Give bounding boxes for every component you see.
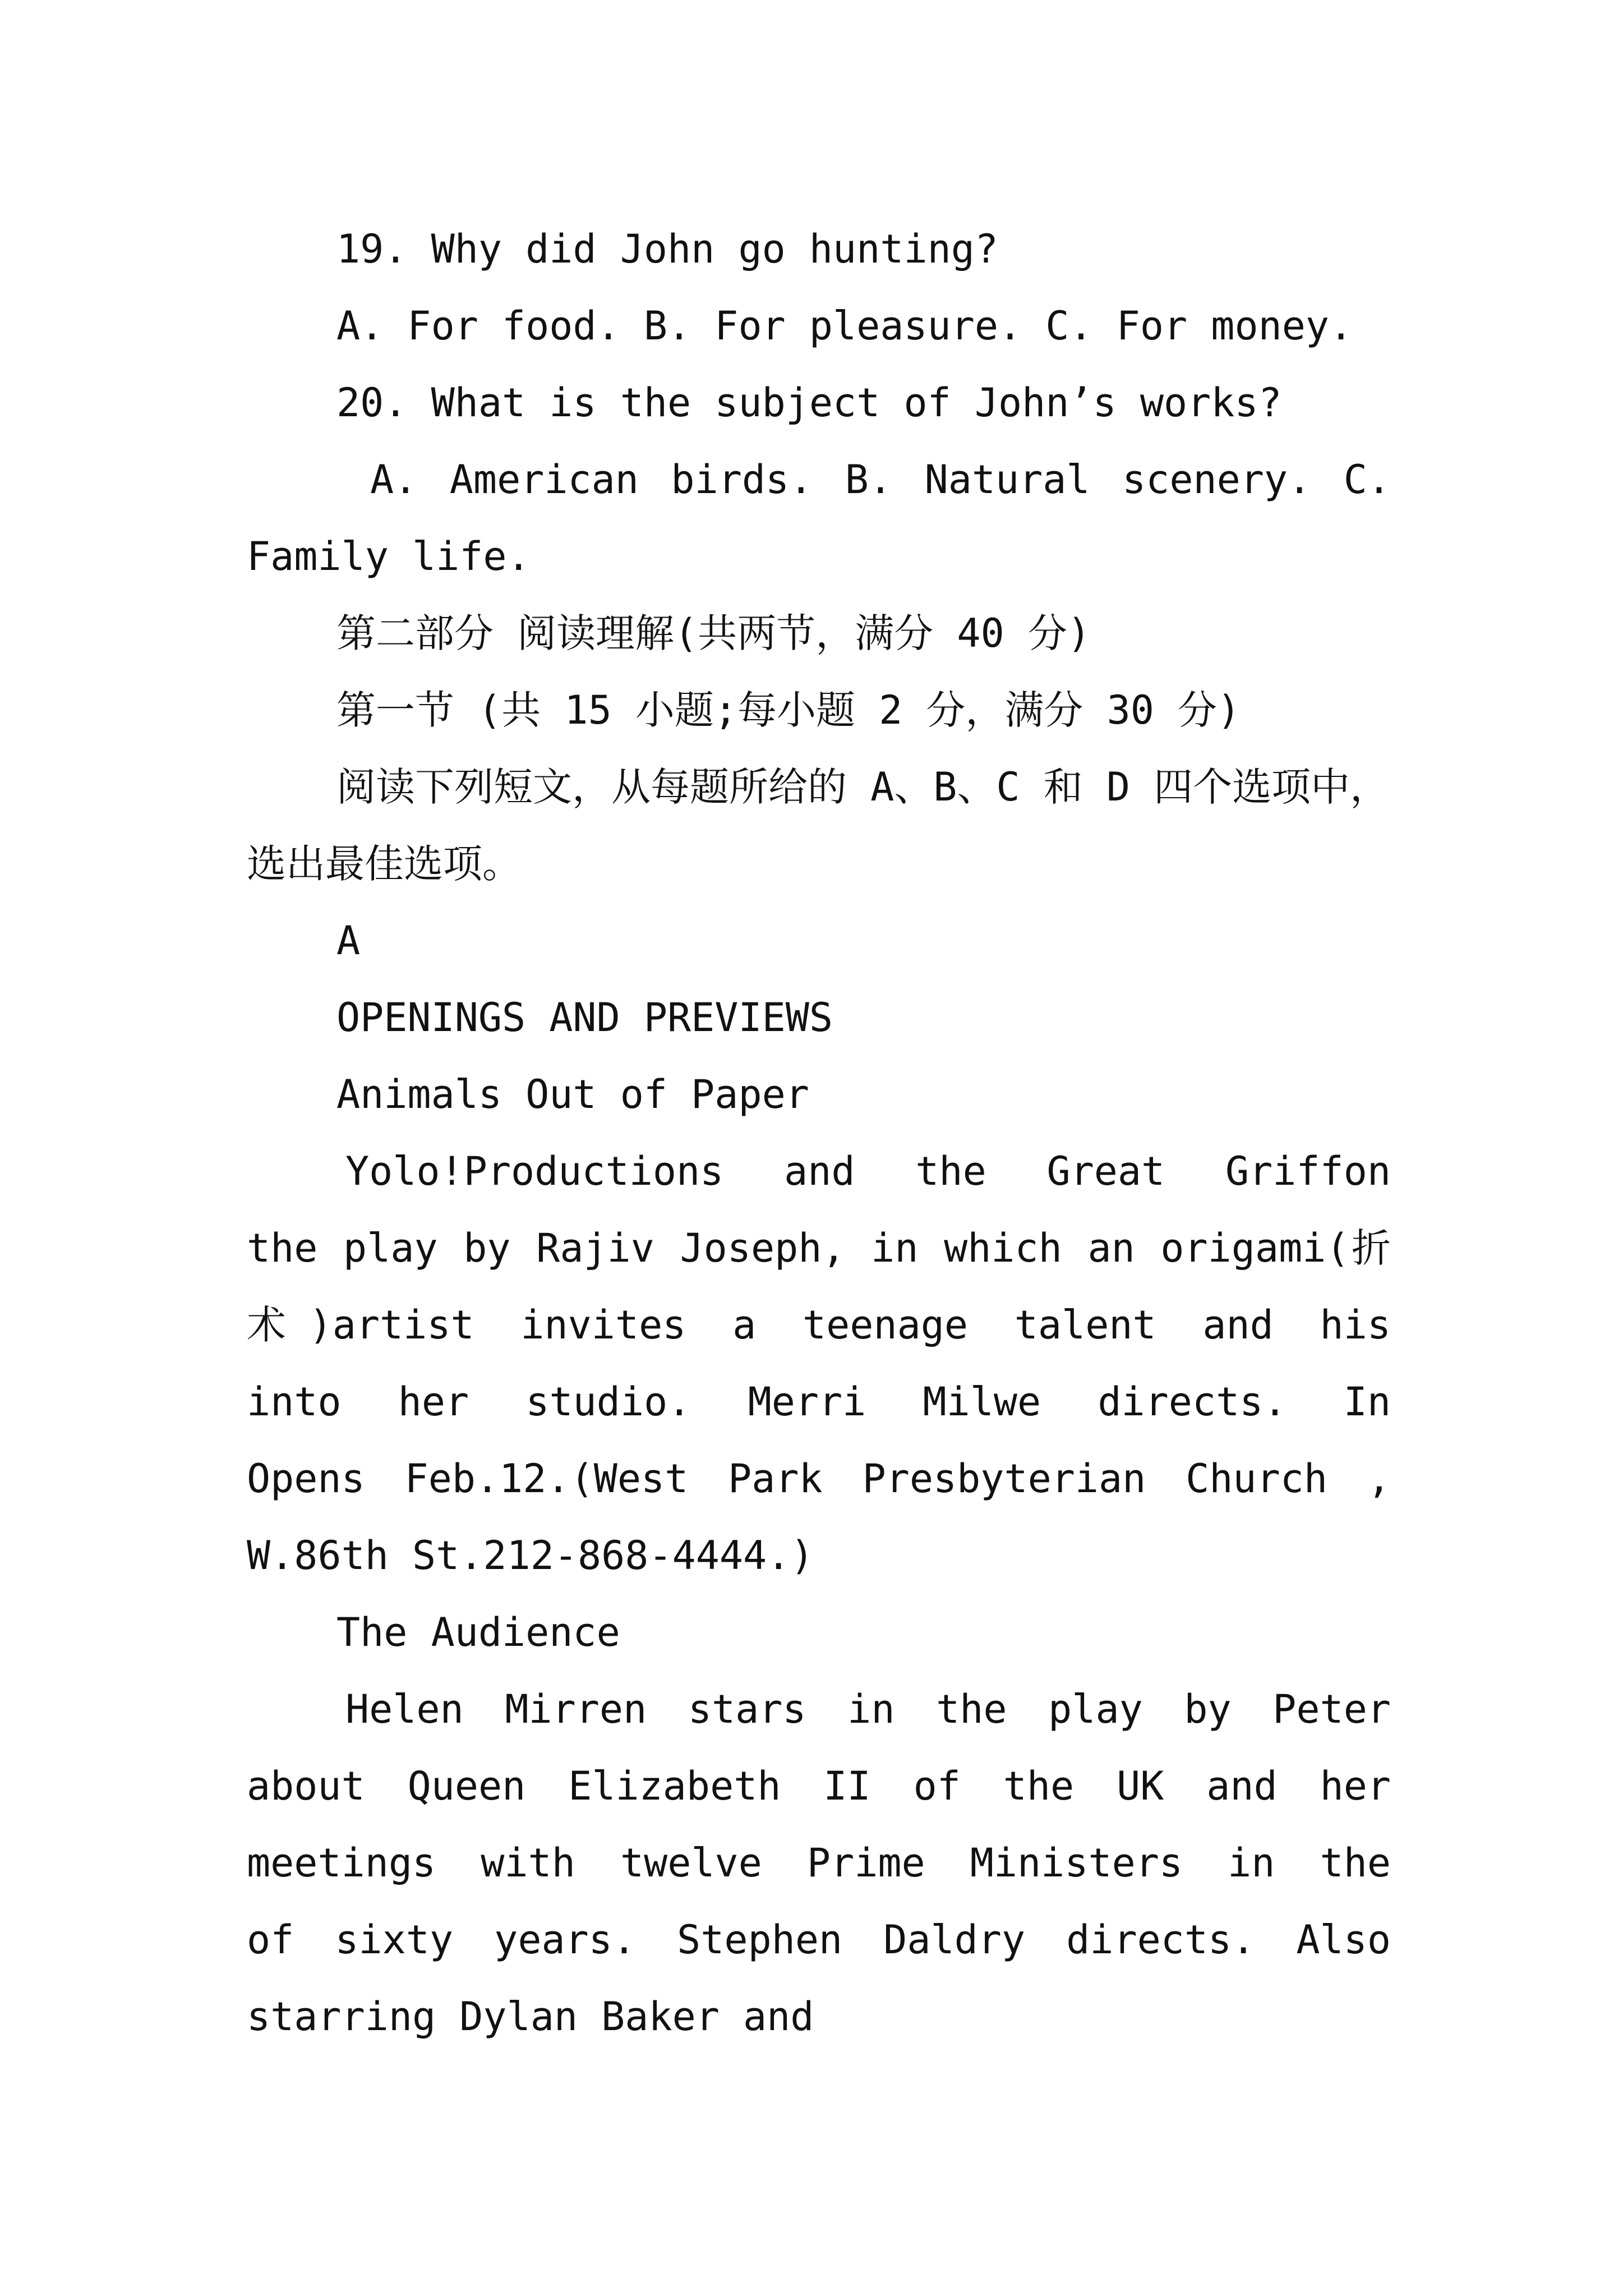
question-19-options: A. For food. B. For pleasure. C. For money. xyxy=(336,303,1353,349)
item-1-title: Animals Out of Paper xyxy=(336,1071,809,1117)
item-2-line: of sixty years. Stephen Daldry directs. Also xyxy=(247,1917,1391,1963)
item-1-line: the play by Rajiv Joseph, in which an origami(折 xyxy=(247,1225,1391,1271)
item-1-line: 术)artist invites a teenage talent and his xyxy=(247,1302,1391,1348)
item-2-line: Helen Mirren stars in the play by Peter xyxy=(345,1686,1391,1732)
item-1-line: Yolo!Productions and the Great Griffon xyxy=(345,1148,1391,1194)
question-20-options-line-1: A. American birds. B. Natural scenery. C. xyxy=(370,457,1391,503)
item-2-line: starring Dylan Baker and xyxy=(247,1994,814,2040)
section-1-heading: 第一节 (共 15 小题;每小题 2 分，满分 30 分) xyxy=(336,687,1241,733)
document-body xyxy=(247,211,1391,2055)
question-20-options-line-2: Family life. xyxy=(247,533,531,579)
instruction-line-1: 阅读下列短文，从每题所给的 A、B、C 和 D 四个选项中， xyxy=(336,764,1390,810)
passage-title: OPENINGS AND PREVIEWS xyxy=(336,995,833,1041)
passage-label: A xyxy=(336,918,361,964)
part-2-heading: 第二部分 阅读理解(共两节，满分 40 分) xyxy=(336,610,1091,656)
item-2-title: The Audience xyxy=(336,1609,620,1655)
item-1-line: into her studio. Merri Milwe directs. In xyxy=(247,1379,1391,1425)
item-1-line: Opens Feb.12.(West Park Presbyterian Church , xyxy=(247,1456,1391,1502)
question-19: 19. Why did John go hunting? xyxy=(336,226,999,272)
item-2-line: about Queen Elizabeth II of the UK and her xyxy=(247,1763,1391,1809)
instruction-line-2: 选出最佳选项。 xyxy=(247,841,522,887)
question-20: 20. What is the subject of John’s works? xyxy=(336,380,1282,426)
item-2-line: meetings with twelve Prime Ministers in the xyxy=(247,1840,1391,1886)
item-1-line: W.86th St.212-868-4444.) xyxy=(247,1533,814,1579)
